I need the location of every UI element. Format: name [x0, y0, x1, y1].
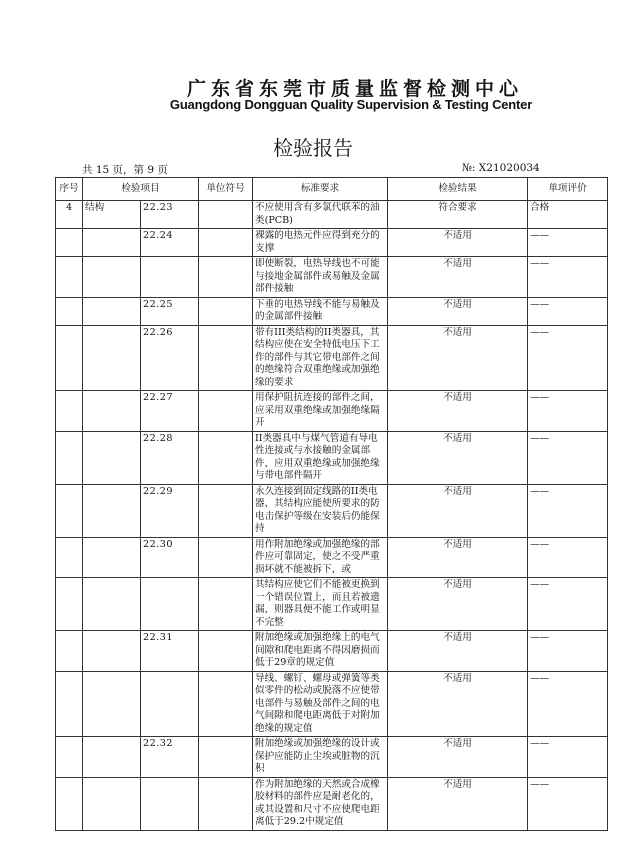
unit-symbol: [199, 671, 253, 737]
col-header-item: 检验项目: [83, 178, 199, 201]
clause-number: 22.26: [141, 325, 199, 391]
row-number: [56, 537, 83, 578]
test-result: 不适用: [388, 431, 528, 484]
clause-number: 22.28: [141, 431, 199, 484]
item-name: [83, 631, 141, 672]
item-name: [83, 537, 141, 578]
row-number: [56, 297, 83, 325]
test-result: 不适用: [388, 777, 528, 830]
unit-symbol: [199, 484, 253, 537]
requirement: 带有III类结构的II类器具，其结构应使在安全特低电压下工作的部件与其它带电部件之间的绝缘符合双重绝缘或加强绝缘的要求: [253, 325, 388, 391]
row-number: [56, 391, 83, 432]
unit-symbol: [199, 537, 253, 578]
org-name-en: Guangdong Dongguan Quality Supervision & Testing Center: [169, 97, 533, 112]
evaluation: ——: [528, 631, 608, 672]
unit-symbol: [199, 777, 253, 830]
requirement: 作为附加绝缘的天然或合成橡胶材料的部件应是耐老化的，或其设置和尺寸不应使爬电距离低于29.2中规定值: [253, 777, 388, 830]
table-row: [56, 297, 608, 325]
evaluation: ——: [528, 391, 608, 432]
requirement: 其结构应使它们不能被更换到一个错误位置上，而且若被遗漏，则器具便不能工作或明显不完整: [253, 578, 388, 631]
item-name: [83, 391, 141, 432]
table-row: [56, 229, 608, 257]
requirement: 下垂的电热导线不能与易触及的金属部件接触: [253, 297, 388, 325]
item-name: [83, 431, 141, 484]
table-row: [56, 484, 608, 537]
table-row: [56, 201, 608, 229]
org-name-cn: 广东省东莞市质量监督检测中心: [186, 78, 523, 100]
evaluation: ——: [528, 431, 608, 484]
row-number: [56, 431, 83, 484]
item-name: [83, 484, 141, 537]
clause-number: 22.23: [141, 201, 199, 229]
row-number: [56, 737, 83, 778]
evaluation: 合格: [528, 201, 608, 229]
test-result: 不适用: [388, 391, 528, 432]
table-row: [56, 578, 608, 631]
clause-number: [141, 578, 199, 631]
row-number: [56, 325, 83, 391]
unit-symbol: [199, 325, 253, 391]
requirement: 附加绝缘或加强绝缘上的电气间隙和爬电距离不得因磨损而低于29章的规定值: [253, 631, 388, 672]
table-row: [56, 391, 608, 432]
clause-number: [141, 671, 199, 737]
item-name: [83, 257, 141, 298]
requirement: 不应使用含有多氯代联苯的油类(PCB): [253, 201, 388, 229]
clause-number: 22.32: [141, 737, 199, 778]
row-number: [56, 777, 83, 830]
col-header-unit: 单位符号: [199, 178, 253, 201]
test-result: 不适用: [388, 537, 528, 578]
col-header-no: 序号: [56, 178, 83, 201]
item-name: [83, 325, 141, 391]
row-number: [56, 229, 83, 257]
unit-symbol: [199, 229, 253, 257]
clause-number: 22.27: [141, 391, 199, 432]
item-name: [83, 737, 141, 778]
clause-number: [141, 257, 199, 298]
col-header-requirement: 标准要求: [253, 178, 388, 201]
table-row: [56, 431, 608, 484]
clause-number: 22.25: [141, 297, 199, 325]
requirement: 导线、螺钉、螺母或弹簧等类似零件的松动或脱落不应使带电部件与易触及部件之间的电气间隙和爬电距离低于对附加绝缘的规定值: [253, 671, 388, 737]
row-number: [56, 631, 83, 672]
table-row: [56, 631, 608, 672]
unit-symbol: [199, 201, 253, 229]
item-name: 结构: [83, 201, 141, 229]
unit-symbol: [199, 257, 253, 298]
row-number: 4: [56, 201, 83, 229]
evaluation: ——: [528, 578, 608, 631]
evaluation: ——: [528, 537, 608, 578]
evaluation: ——: [528, 257, 608, 298]
test-result: 不适用: [388, 297, 528, 325]
requirement: II类器具中与煤气管道有导电性连接或与水接触的金属部件，应用双重绝缘或加强绝缘与带电部件隔开: [253, 431, 388, 484]
item-name: [83, 297, 141, 325]
unit-symbol: [199, 737, 253, 778]
test-result: 不适用: [388, 671, 528, 737]
unit-symbol: [199, 431, 253, 484]
item-name: [83, 229, 141, 257]
row-number: [56, 484, 83, 537]
item-name: [83, 671, 141, 737]
unit-symbol: [199, 297, 253, 325]
evaluation: ——: [528, 671, 608, 737]
table-header-row: [56, 178, 608, 201]
requirement: 附加绝缘或加强绝缘的设计或保护应能防止尘埃或脏物的沉积: [253, 737, 388, 778]
table-row: [56, 737, 608, 778]
test-result: 不适用: [388, 578, 528, 631]
row-number: [56, 257, 83, 298]
inspection-table: [55, 177, 608, 831]
unit-symbol: [199, 631, 253, 672]
evaluation: ——: [528, 297, 608, 325]
item-name: [83, 777, 141, 830]
col-header-evaluation: 单项评价: [528, 178, 608, 201]
requirement: 即使断裂，电热导线也不可能与接地金属部件或易触及金属部件接触: [253, 257, 388, 298]
row-number: [56, 671, 83, 737]
clause-number: 22.24: [141, 229, 199, 257]
test-result: 不适用: [388, 229, 528, 257]
test-result: 不适用: [388, 631, 528, 672]
table-row: [56, 537, 608, 578]
evaluation: ——: [528, 484, 608, 537]
page-info: 共 15 页，第 9 页: [82, 164, 168, 176]
col-header-result: 检验结果: [388, 178, 528, 201]
unit-symbol: [199, 391, 253, 432]
requirement: 用保护阻抗连接的部件之间，应采用双重绝缘或加强绝缘隔开: [253, 391, 388, 432]
test-result: 不适用: [388, 325, 528, 391]
evaluation: ——: [528, 229, 608, 257]
clause-number: [141, 777, 199, 830]
test-result: 不适用: [388, 257, 528, 298]
requirement: 裸露的电热元件应得到充分的支撑: [253, 229, 388, 257]
evaluation: ——: [528, 737, 608, 778]
requirement: 用作附加绝缘或加强绝缘的部件应可靠固定，使之不受严重损坏就不能被拆下，或: [253, 537, 388, 578]
test-result: 不适用: [388, 484, 528, 537]
clause-number: 22.31: [141, 631, 199, 672]
requirement: 永久连接到固定线路的II类电器，其结构应能使所要求的防电击保护等级在安装后仍能保持: [253, 484, 388, 537]
unit-symbol: [199, 578, 253, 631]
table-row: [56, 671, 608, 737]
clause-number: 22.29: [141, 484, 199, 537]
evaluation: ——: [528, 325, 608, 391]
evaluation: ——: [528, 777, 608, 830]
item-name: [83, 578, 141, 631]
clause-number: 22.30: [141, 537, 199, 578]
report-number: №: X21020034: [462, 162, 540, 174]
row-number: [56, 578, 83, 631]
report-title: 检验报告: [273, 136, 353, 160]
table-row: [56, 777, 608, 830]
test-result: 符合要求: [388, 201, 528, 229]
table-row: [56, 257, 608, 298]
test-result: 不适用: [388, 737, 528, 778]
table-row: [56, 325, 608, 391]
